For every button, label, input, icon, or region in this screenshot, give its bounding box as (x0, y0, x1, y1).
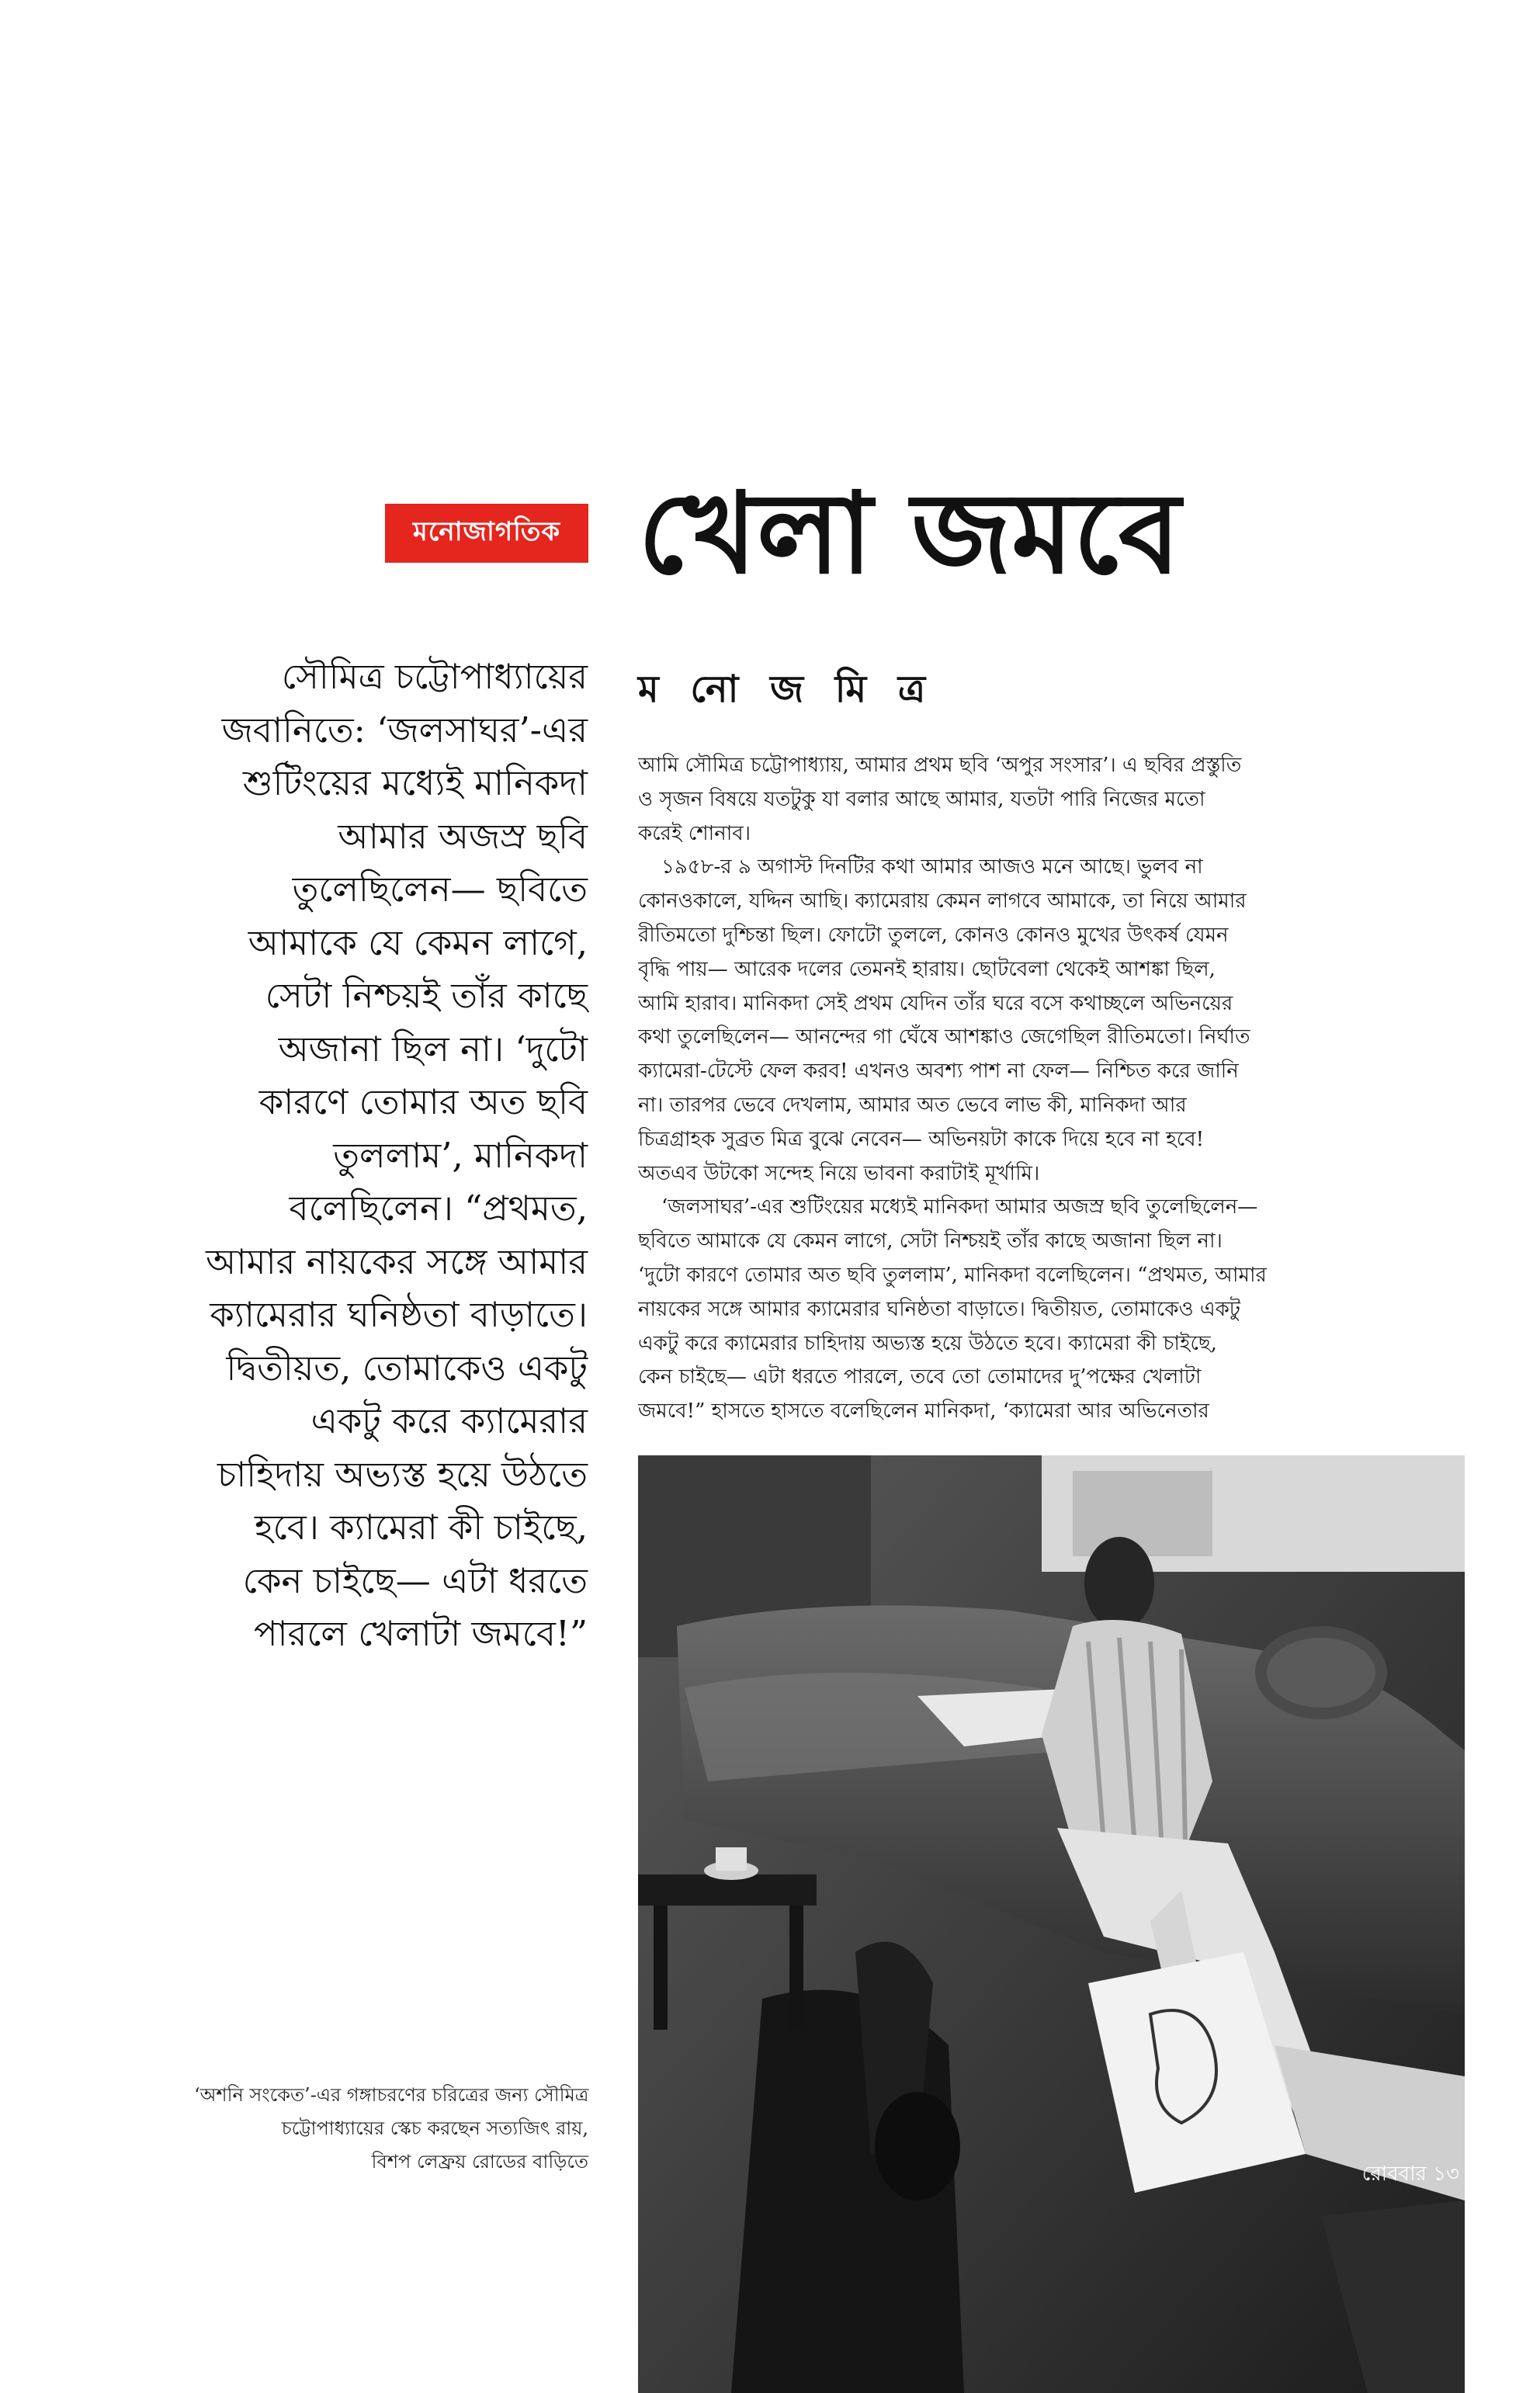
body-line: ক্যামেরা-টেস্টে ফেল করব! এখনও অবশ্য পাশ না ফেল— নিশ্চিত করে জানি (638, 1060, 1239, 1084)
body-line: ও সৃজন বিষয়ে যতটুকু যা বলার আছে আমার, যতটা পারি নিজের মতো (638, 787, 1205, 811)
headline: খেলা জমবে (638, 468, 1181, 598)
pull-quote-line: হবে। ক্যামেরা কী চাইছে, (255, 1507, 588, 1548)
pull-quote-line: ক্যামেরার ঘনিষ্ঠতা বাড়াতে। (210, 1294, 588, 1335)
body-line: কোনওকালে, যদ্দিন আছি। ক্যামেরায় কেমন লাগবে আমাকে, তা নিয়ে আমার (638, 890, 1247, 914)
body-line: করেই শোনাব। (638, 821, 751, 845)
body-line: একটু করে ক্যামেরার চাহিদায় অভ্যস্ত হয়ে উঠতে হবে। ক্যামেরা কী চাইছে, (638, 1331, 1217, 1355)
caption-line: ‘অশনি সংকেত’-এর গঙ্গাচরণের চরিত্রের জন্য সৌমিত্র (194, 2084, 589, 2106)
body-line: অতএব উটকো সন্দেহ নিয়ে ভাবনা করাটাই মূর্খামি। (638, 1161, 1040, 1185)
pull-quote-line: শুটিংয়ের মধ্যেই মানিকদা (242, 762, 588, 803)
article-body (638, 749, 1465, 1429)
pull-quote-line: তুলেছিলেন— ছবিতে (292, 869, 588, 910)
body-line: নায়কের সঙ্গে আমার ক্যামেরার ঘনিষ্ঠতা বাড়াতে। দ্বিতীয়ত, তোমাকেও একটু (638, 1297, 1240, 1321)
pull-quote-line: কেন চাইছে— এটা ধরতে (242, 1559, 588, 1601)
body-line: কথা তুলেছিলেন— আনন্দের গা ঘেঁষে আশঙ্কাও জেগেছিল রীতিমতো। নির্ঘাত (638, 1025, 1250, 1049)
pull-quote-line: পারলে খেলাটা জমবে!” (254, 1613, 588, 1654)
body-line: কেন চাইছে— এটা ধরতে পারলে, তবে তো তোমাদের দু’পক্ষের খেলাটা (638, 1365, 1202, 1389)
pull-quote-line: একটু করে ক্যামেরার (310, 1400, 588, 1441)
article-photo (638, 1455, 1465, 2393)
pull-quote-line: আমার অজস্র ছবি (338, 815, 588, 857)
body-line: রীতিমতো দুশ্চিন্তা ছিল। ফোটো তুললে, কোনও কোনও মুখের উৎকর্ষ যেমন (638, 923, 1229, 947)
pull-quote-line: চাহিদায় অভ্যস্ত হয়ে উঠতে (217, 1453, 588, 1495)
body-line: ছবিতে আমাকে যে কেমন লাগে, সেটা নিশ্চয়ই তাঁর কাছে অজানা ছিল না। (638, 1229, 1223, 1254)
pull-quote-line: জবানিতে: ‘জলসাঘর’-এর (221, 709, 588, 751)
caption-line: বিশপ লেফ্রয় রোডের বাড়িতে (371, 2151, 588, 2173)
section-tag: মনোজাগতিক (385, 504, 588, 563)
body-line: ‘জলসাঘর’-এর শুটিংয়ের মধ্যেই মানিকদা আমার অজস্র ছবি তুলেছিলেন— (661, 1195, 1258, 1219)
pull-quote-line: আমার নায়কের সঙ্গে আমার (206, 1240, 588, 1282)
body-line: আমি সৌমিত্র চট্টোপাধ্যায়, আমার প্রথম ছবি ‘অপুর সংসার’। এ ছবির প্রস্তুতি (638, 754, 1242, 777)
byline: ম নো জ মি ত্র (638, 668, 935, 711)
photo-caption (194, 2079, 588, 2179)
pull-quote-line: অজানা ছিল না। ‘দুটো (278, 1028, 588, 1070)
body-line: ১৯৫৮-র ৯ অগাস্ট দিনটির কথা আমার আজও মনে আছে। ভুলব না (661, 855, 1203, 879)
pull-quote-line: বলেছিলেন। “প্রথমত, (289, 1188, 588, 1229)
pull-quote-line: দ্বিতীয়ত, তোমাকেও একটু (226, 1347, 588, 1389)
pull-quote-line: তুললাম’, মানিকদা (333, 1134, 588, 1176)
pull-quote (128, 650, 588, 1661)
body-line: ‘দুটো কারণে তোমার অত ছবি তুললাম’, মানিকদা বলেছিলেন। “প্রথমত, আমার (638, 1263, 1267, 1287)
pull-quote-line: সৌমিত্র চট্টোপাধ্যায়ের (281, 656, 588, 697)
body-line: বৃদ্ধি পায়— আরেক দলের তেমনই হারায়। ছোটবেলা থেকেই আশঙ্কা ছিল, (638, 957, 1216, 981)
body-line: না। তারপর ভেবে দেখলাম, আমার অত ভেবে লাভ কী, মানিকদা আর (638, 1093, 1187, 1117)
page-folio: রোববার ১৩ (1361, 2162, 1459, 2186)
pull-quote-line: আমাকে যে কেমন লাগে, (248, 921, 588, 963)
body-line: আমি হারাব। মানিকদা সেই প্রথম যেদিন তাঁর ঘরে বসে কথাচ্ছলে অভিনয়ের (638, 991, 1233, 1015)
pull-quote-line: সেটা নিশ্চয়ই তাঁর কাছে (265, 975, 588, 1016)
photo-illustration (638, 1455, 1465, 2393)
body-line: জমবে!” হাসতে হাসতে বলেছিলেন মানিকদা, ‘ক্যামেরা আর অভিনেতার (638, 1399, 1209, 1424)
caption-line: চট্টোপাধ্যায়ের স্কেচ করছেন সত্যজিৎ রায়, (281, 2117, 588, 2139)
body-line: চিত্রগ্রাহক সুব্রত মিত্র বুঝে নেবেন— অভিনয়টা কাকে দিয়ে হবে না হবে! (638, 1127, 1205, 1151)
pull-quote-line: কারণে তোমার অত ছবি (258, 1081, 588, 1122)
